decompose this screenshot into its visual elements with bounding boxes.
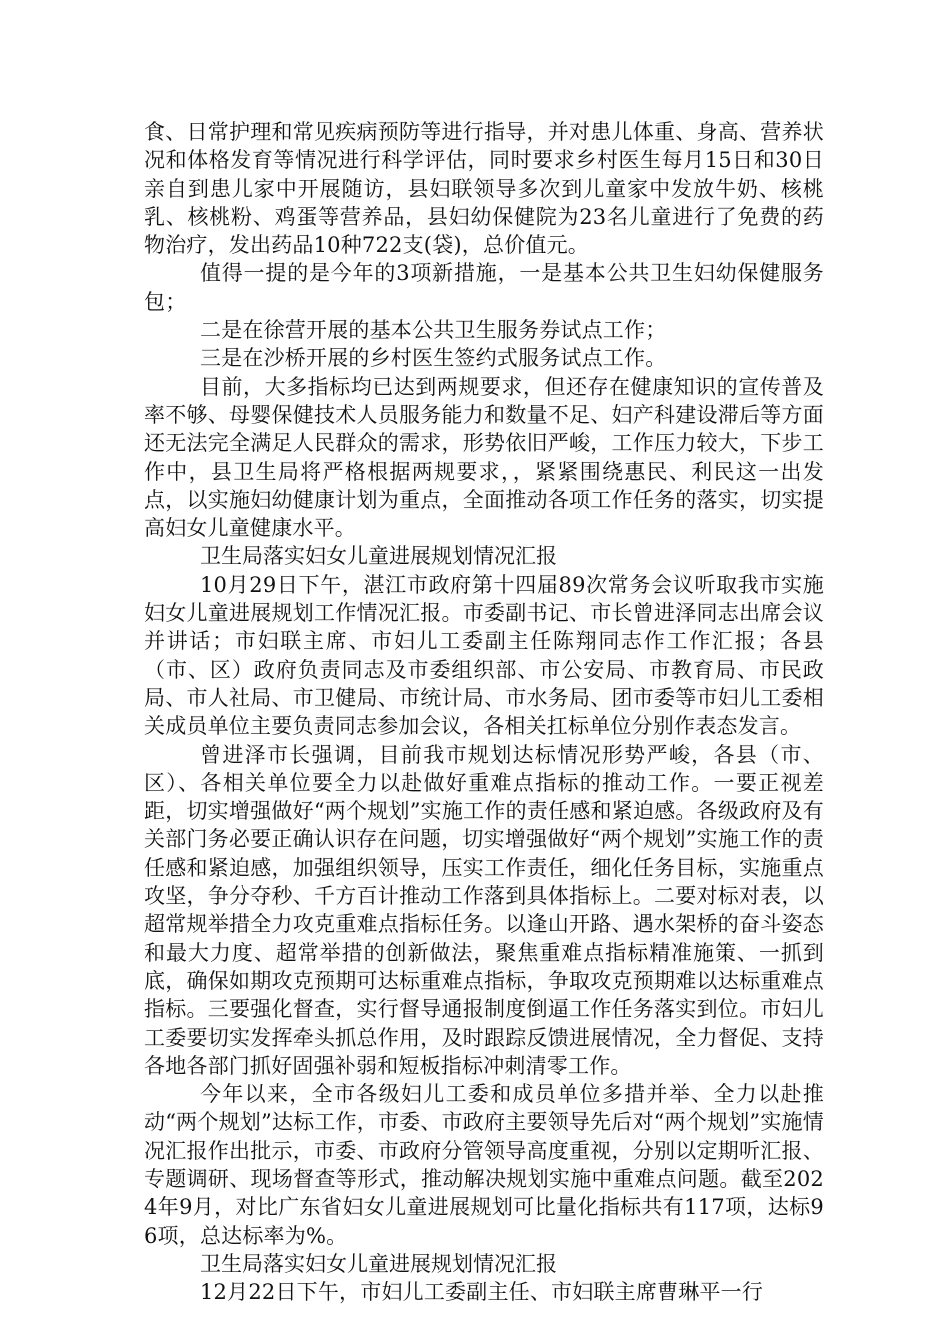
document-body xyxy=(144,118,824,1306)
section-heading: 卫生局落实妇女儿童进展规划情况汇报 xyxy=(200,1251,557,1276)
paragraph: 曾进泽市长强调，目前我市规划达标情况形势严峻，各县（市、区）、各相关单位要全力以赴做好重难点指标的推动工作。一要正视差距，切实增强做好“两个规划”实施工作的责任感和紧迫感。各级政府及有关部门务必要正确认识存在问题，切实增强做好“两个规划”实施工作的责任感和紧迫感，加强组织领导，压实工作责任，细化任务目标，实施重点攻坚，争分夺秒、千方百计推动工作落到具体指标上。二要对标对表，以超常规举措全力攻克重难点指标任务。以逢山开路、遇水架桥的奋斗姿态和最大力度、超常举措的创新做法，聚焦重难点指标精准施策、一抓到底，确保如期攻克预期可达标重难点指标，争取攻克预期难以达标重难点指标。三要强化督查，实行督导通报制度倒逼工作任务落实到位。市妇儿工委要切实发挥牵头抓总作用，及时跟踪反馈进展情况，全力督促、支持各地各部门抓好固强补弱和短板指标冲刺清零工作。 xyxy=(144,742,824,1078)
section-heading: 卫生局落实妇女儿童进展规划情况汇报 xyxy=(200,544,557,569)
paragraph: 值得一提的是今年的3项新措施，一是基本公共卫生妇幼保健服务包； xyxy=(144,261,824,314)
paragraph: 目前，大多指标均已达到两规要求，但还存在健康知识的宣传普及率不够、母婴保健技术人员服务能力和数量不足、妇产科建设滞后等方面还无法完全满足人民群众的需求，形势依旧严峻，工作压力较大，下步工作中，县卫生局将严格根据两规要求，，紧紧围绕惠民、利民这一出发点，以实施妇幼健康计划为重点，全面推动各项工作任务的落实，切实提高妇女儿童健康水平。 xyxy=(144,374,824,541)
paragraph: 10月29日下午，湛江市政府第十四届89次常务会议听取我市实施妇女儿童进展规划工作情况汇报。市委副书记、市长曾进泽同志出席会议并讲话；市妇联主席、市妇儿工委副主任陈翔同志作工作汇报；各县（市、区）政府负责同志及市委组织部、市公安局、市教育局、市民政局、市人社局、市卫健局、市统计局、市水务局、团市委等市妇儿工委相关成员单位主要负责同志参加会议，各相关扛标单位分别作表态发言。 xyxy=(144,572,824,739)
paragraph: 食、日常护理和常见疾病预防等进行指导，并对患儿体重、身高、营养状况和体格发育等情况进行科学评估，同时要求乡村医生每月15日和30日亲自到患儿家中开展随访，县妇联领导多次到儿童家中发放牛奶、核桃乳、核桃粉、鸡蛋等营养品，县妇幼保健院为23名儿童进行了免费的药物治疗，发出药品10种722支(袋)，总价值元。 xyxy=(144,120,824,258)
paragraph: 今年以来，全市各级妇儿工委和成员单位多措并举、全力以赴推动“两个规划”达标工作，市委、市政府主要领导先后对“两个规划”实施情况汇报作出批示，市委、市政府分管领导高度重视，分别以定期听汇报、专题调研、现场督查等形式，推动解决规划实施中重难点问题。截至2024年9月，对比广东省妇女儿童进展规划可比量化指标共有117项，达标96项，总达标率为%。 xyxy=(144,1082,824,1248)
paragraph: 12月22日下午，市妇儿工委副主任、市妇联主席曹琳平一行 xyxy=(200,1280,764,1305)
paragraph: 三是在沙桥开展的乡村医生签约式服务试点工作。 xyxy=(200,346,667,371)
paragraph: 二是在徐营开展的基本公共卫生服务券试点工作； xyxy=(200,318,667,343)
